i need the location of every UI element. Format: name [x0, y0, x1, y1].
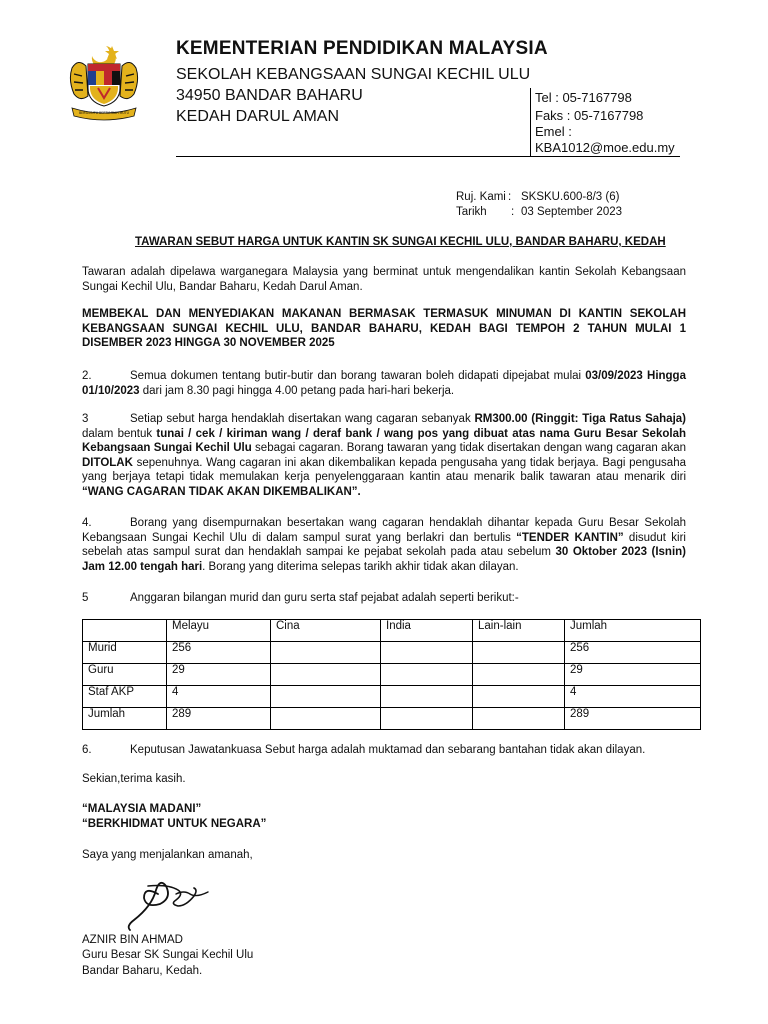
p2-dates: 03/09/2023 Hingga 01/10/2023	[82, 370, 686, 397]
table-cell	[271, 642, 381, 664]
slogan-malaysia-madani: “MALAYSIA MADANI”	[82, 803, 202, 815]
table-cell	[473, 708, 565, 730]
paragraph-6	[82, 743, 686, 758]
slogan-berkhidmat: “BERKHIDMAT UNTUK NEGARA”	[82, 818, 267, 830]
signer-position: Guru Besar SK Sungai Kechil Ulu	[82, 949, 254, 961]
tarikh-value: 03 September 2023	[521, 206, 623, 218]
table-cell: 4	[565, 686, 701, 708]
header-rule	[176, 156, 680, 157]
letter-title: TAWARAN SEBUT HARGA UNTUK KANTIN SK SUNGAI KECHIL ULU, BANDAR BAHARU, KEDAH	[135, 236, 666, 248]
table-header-row	[83, 620, 701, 642]
contact-emel-label: Emel :	[535, 124, 572, 139]
table-cell: Melayu	[167, 620, 271, 642]
table-cell: Jumlah	[83, 708, 167, 730]
table-cell	[473, 642, 565, 664]
table-cell	[473, 686, 565, 708]
scope-paragraph: MEMBEKAL DAN MENYEDIAKAN MAKANAN BERMASAK TERMASUK MINUMAN DI KANTIN SEKOLAH KEBANGSAAN SUNGAI KECHIL ULU, BANDAR BAHARU, KEDAH BAGI TEMPOH 2 TAHUN MULAI 1 DISEMBER 2023 HINGGA 30 NOVEMBER 2025	[82, 308, 686, 349]
p3-warning: “WANG CAGARAN TIDAK AKAN DIKEMBALIKAN”.	[82, 485, 361, 498]
school-name: SEKOLAH KEBANGSAAN SUNGAI KECHIL ULU	[176, 66, 531, 83]
svg-text:BERSEKUTU BERTAMBAH MUTU: BERSEKUTU BERTAMBAH MUTU	[78, 111, 130, 115]
p4-text: Borang yang disempurnakan besertakan wang cagaran hendaklah dihantar kepada Guru Besar Sekolah Kebangsaan Sungai Kechil Ulu di dalam sampul surat yang berlakri dan bertulis	[82, 517, 686, 544]
ruj-colon: :	[508, 191, 512, 203]
table-cell	[381, 664, 473, 686]
table-cell: 256	[565, 642, 701, 664]
jata-negara-crest	[68, 42, 140, 122]
table-cell	[381, 686, 473, 708]
contact-faks: Faks : 05-7167798	[535, 108, 644, 123]
paragraph-number: 6.	[82, 744, 92, 756]
tarikh-label: Tarikh	[456, 206, 487, 218]
table-cell	[381, 708, 473, 730]
paragraph-2	[82, 369, 686, 398]
signer-name: AZNIR BIN AHMAD	[82, 934, 183, 946]
table-row	[83, 664, 701, 686]
p2-text: Semua dokumen tentang butir-butir dan borang tawaran boleh didapati dipejabat mulai	[130, 370, 586, 382]
paragraph-number: 2.	[82, 370, 92, 382]
p3-text: sebagai cagaran. Borang tawaran yang tidak disertakan dengan wang cagaran akan	[251, 442, 686, 454]
paragraph-4	[82, 516, 686, 574]
table-cell	[381, 642, 473, 664]
table-row	[83, 686, 701, 708]
table-cell: Lain-lain	[473, 620, 565, 642]
paragraph-number: 4.	[82, 517, 92, 529]
school-postcode-city: 34950 BANDAR BAHARU	[176, 87, 363, 104]
contact-tel: Tel : 05-7167798	[535, 90, 632, 105]
table-cell: Jumlah	[565, 620, 701, 642]
table-cell: Cina	[271, 620, 381, 642]
p3-amount: RM300.00 (Ringgit: Tiga Ratus Sahaja)	[474, 413, 686, 425]
ruj-value: SKSKU.600-8/3 (6)	[521, 191, 620, 203]
table-row	[83, 642, 701, 664]
p3-rejected: DITOLAK	[82, 456, 133, 469]
table-cell	[83, 620, 167, 642]
table-cell: 29	[565, 664, 701, 686]
p3-payment-forms: tunai / cek / kiriman wang / deraf bank / wang pos yang dibuat atas nama Guru Besar Sekolah Kebangsaan Sungai Kechil Ulu	[82, 427, 686, 454]
p3-text: sepenuhnya. Wang cagaran ini akan dikembalikan kepada pengusaha yang tidak berjaya. Bagi pengusaha yang berjaya tetapi tidak memulakan kerja penyelenggaraan kantin atau menarik balik tawaran atau menarik diri	[82, 456, 686, 483]
table-cell: 256	[167, 642, 271, 664]
signer-location: Bandar Baharu, Kedah.	[82, 965, 203, 977]
table-cell: India	[381, 620, 473, 642]
table-cell: 289	[167, 708, 271, 730]
tarikh-colon: :	[511, 206, 515, 218]
table-cell	[473, 664, 565, 686]
paragraph-5	[82, 591, 686, 606]
p4-tender-label: “TENDER KANTIN”	[516, 531, 624, 544]
p4-deadline: 30 Oktober 2023 (Isnin) Jam 12.00 tengah hari	[82, 546, 686, 573]
paragraph-number: 3	[82, 413, 89, 425]
school-state: KEDAH DARUL AMAN	[176, 108, 339, 125]
p3-text: Setiap sebut harga hendaklah disertakan wang cagaran sebanyak	[130, 413, 475, 425]
table-cell	[271, 664, 381, 686]
table-cell: Guru	[83, 664, 167, 686]
closing-text: Sekian,terima kasih.	[82, 773, 186, 785]
paragraph-number: 5	[82, 592, 89, 604]
amanah-text: Saya yang menjalankan amanah,	[82, 849, 253, 861]
signature-image	[118, 868, 218, 936]
intro-paragraph: Tawaran adalah dipelawa warganegara Malaysia yang berminat untuk mengendalikan kantin Sekolah Kebangsaan Sungai Kechil Ulu, Bandar Baharu, Kedah Darul Aman.	[82, 266, 686, 293]
contact-emel[interactable]: KBA1012@moe.edu.my	[535, 140, 675, 155]
p4-text: . Borang yang diterima selepas tarikh akhir tidak akan dilayan.	[202, 560, 519, 573]
contact-divider	[530, 88, 531, 156]
table-cell: 4	[167, 686, 271, 708]
p6-text: Keputusan Jawatankuasa Sebut harga adalah muktamad dan sebarang bantahan tidak akan dilayan.	[130, 744, 646, 756]
staff-student-table	[82, 619, 701, 730]
table-cell: Murid	[83, 642, 167, 664]
ministry-name: KEMENTERIAN PENDIDIKAN MALAYSIA	[176, 38, 548, 59]
p4-text: disudut kiri sebelah atas sampul surat dan hendaklah sampai ke pejabat sekolah pada atau sebelum	[82, 531, 686, 558]
table-cell	[271, 708, 381, 730]
paragraph-3	[82, 412, 686, 499]
p2-hours: dari jam 8.30 pagi hingga 4.00 petang pada hari-hari bekerja.	[139, 384, 455, 397]
p3-text: dalam bentuk	[82, 427, 157, 440]
ruj-label: Ruj. Kami	[456, 191, 506, 203]
table-cell: Staf AKP	[83, 686, 167, 708]
table-cell: 29	[167, 664, 271, 686]
p5-text: Anggaran bilangan murid dan guru serta staf pejabat adalah seperti berikut:-	[130, 592, 519, 604]
table-row	[83, 708, 701, 730]
table-cell: 289	[565, 708, 701, 730]
table-cell	[271, 686, 381, 708]
